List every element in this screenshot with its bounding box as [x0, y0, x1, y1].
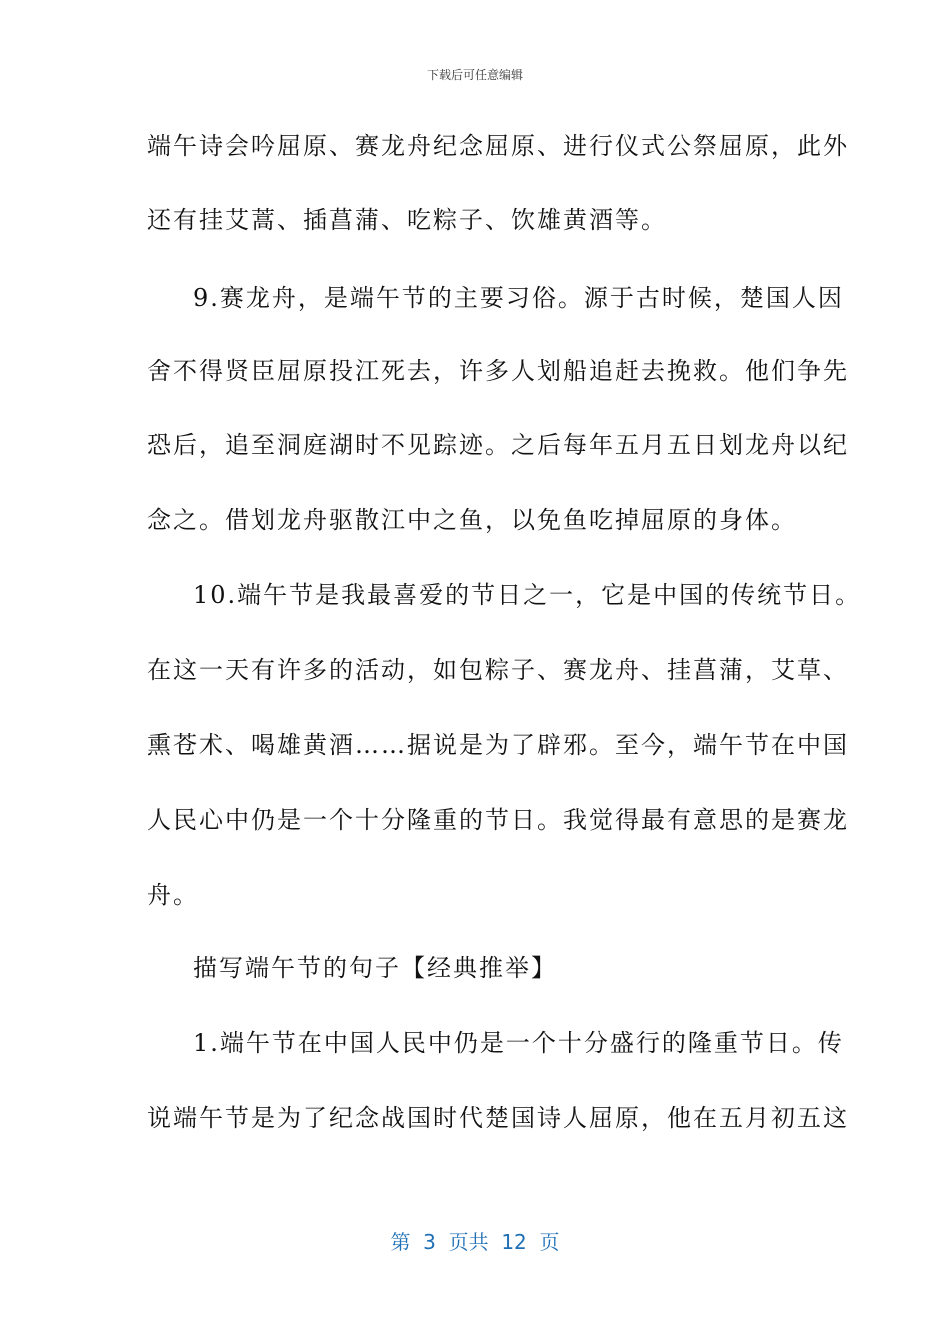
text-line: 端午诗会吟屈原、赛龙舟纪念屈原、进行仪式公祭屈原，此外 — [147, 132, 849, 160]
text-line: 念之。借划龙舟驱散江中之鱼，以免鱼吃掉屈原的身体。 — [147, 506, 797, 534]
text-line: 10.端午节是我最喜爱的节日之一，它是中国的传统节日。 — [193, 581, 862, 609]
text-line: 熏苍术、喝雄黄酒……据说是为了辟邪。至今，端午节在中国 — [147, 731, 849, 759]
text-line: 人民心中仍是一个十分隆重的节日。我觉得最有意思的是赛龙 — [147, 806, 849, 834]
text-line: 9.赛龙舟，是端午节的主要习俗。源于古时候，楚国人因 — [193, 284, 844, 312]
text-line: 1.端午节在中国人民中仍是一个十分盛行的隆重节日。传 — [193, 1029, 844, 1057]
text-line: 恐后，追至洞庭湖时不见踪迹。之后每年五月五日划龙舟以纪 — [147, 431, 849, 459]
text-line: 说端午节是为了纪念战国时代楚国诗人屈原，他在五月初五这 — [147, 1104, 849, 1132]
text-line: 还有挂艾蒿、插菖蒲、吃粽子、饮雄黄酒等。 — [147, 206, 667, 234]
text-line: 在这一天有许多的活动，如包粽子、赛龙舟、挂菖蒲，艾草、 — [147, 656, 849, 684]
text-line: 舍不得贤臣屈原投江死去，许多人划船追赶去挽救。他们争先 — [147, 357, 849, 385]
page-header: 下载后可任意编辑 — [426, 68, 523, 82]
page-number: 第 3 页共 12 页 — [390, 1230, 560, 1254]
section-heading: 描写端午节的句子【经典推举】 — [193, 954, 557, 982]
text-line: 舟。 — [147, 881, 199, 909]
